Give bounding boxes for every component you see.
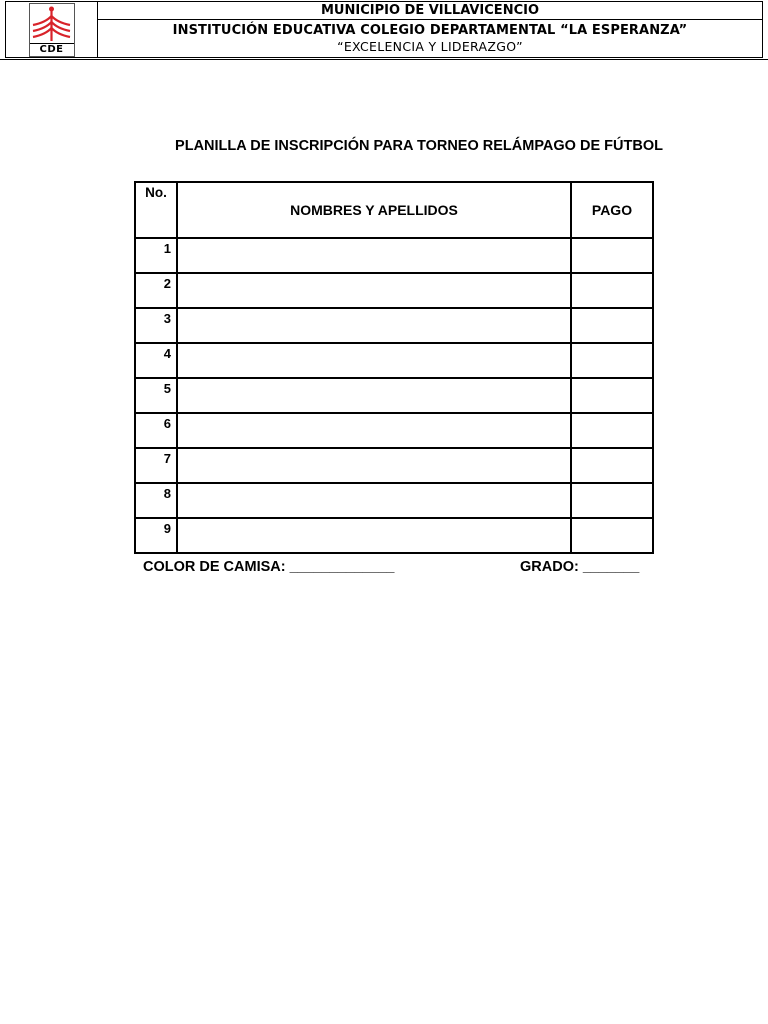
column-header-payment: PAGO [571,182,653,238]
municipality-title: MUNICIPIO DE VILLAVICENCIO [98,2,762,20]
table-row [135,448,653,483]
grade-field[interactable]: GRADO: _______ [520,559,640,575]
payment-cell[interactable] [571,273,653,308]
table-row [135,413,653,448]
payment-cell[interactable] [571,413,653,448]
table-row [135,483,653,518]
row-number: 2 [135,273,177,308]
form-title: PLANILLA DE INSCRIPCIÓN PARA TORNEO RELÁMPAGO DE FÚTBOL [175,138,663,154]
school-logo [29,3,75,57]
name-cell[interactable] [177,343,571,378]
row-number: 5 [135,378,177,413]
payment-cell[interactable] [571,518,653,553]
name-cell[interactable] [177,448,571,483]
name-cell[interactable] [177,518,571,553]
logo-emblem-icon [30,4,73,43]
letterhead-titles [98,2,762,57]
row-number: 7 [135,448,177,483]
institution-motto: “EXCELENCIA Y LIDERAZGO” [337,39,523,54]
payment-cell[interactable] [571,343,653,378]
row-number: 8 [135,483,177,518]
name-cell[interactable] [177,378,571,413]
shirt-color-field[interactable]: COLOR DE CAMISA: _____________ [143,559,395,575]
institution-name: INSTITUCIÓN EDUCATIVA COLEGIO DEPARTAMENTAL “LA ESPERANZA” [172,23,688,38]
column-header-names: NOMBRES Y APELLIDOS [177,182,571,238]
row-number: 6 [135,413,177,448]
payment-cell[interactable] [571,308,653,343]
name-cell[interactable] [177,413,571,448]
table-header-row [135,182,653,238]
payment-cell[interactable] [571,448,653,483]
payment-cell[interactable] [571,378,653,413]
table-row [135,238,653,273]
row-number: 4 [135,343,177,378]
table-row [135,343,653,378]
payment-cell[interactable] [571,238,653,273]
table-row [135,308,653,343]
name-cell[interactable] [177,308,571,343]
registration-table [134,181,654,554]
payment-cell[interactable] [571,483,653,518]
name-cell[interactable] [177,238,571,273]
name-cell[interactable] [177,483,571,518]
table-row [135,518,653,553]
row-number: 1 [135,238,177,273]
logo-text: CDE [30,43,74,56]
logo-cell [6,2,98,57]
column-header-number: No. [135,182,177,238]
table-row [135,378,653,413]
name-cell[interactable] [177,273,571,308]
table-row [135,273,653,308]
row-number: 3 [135,308,177,343]
letterhead [5,1,763,58]
row-number: 9 [135,518,177,553]
